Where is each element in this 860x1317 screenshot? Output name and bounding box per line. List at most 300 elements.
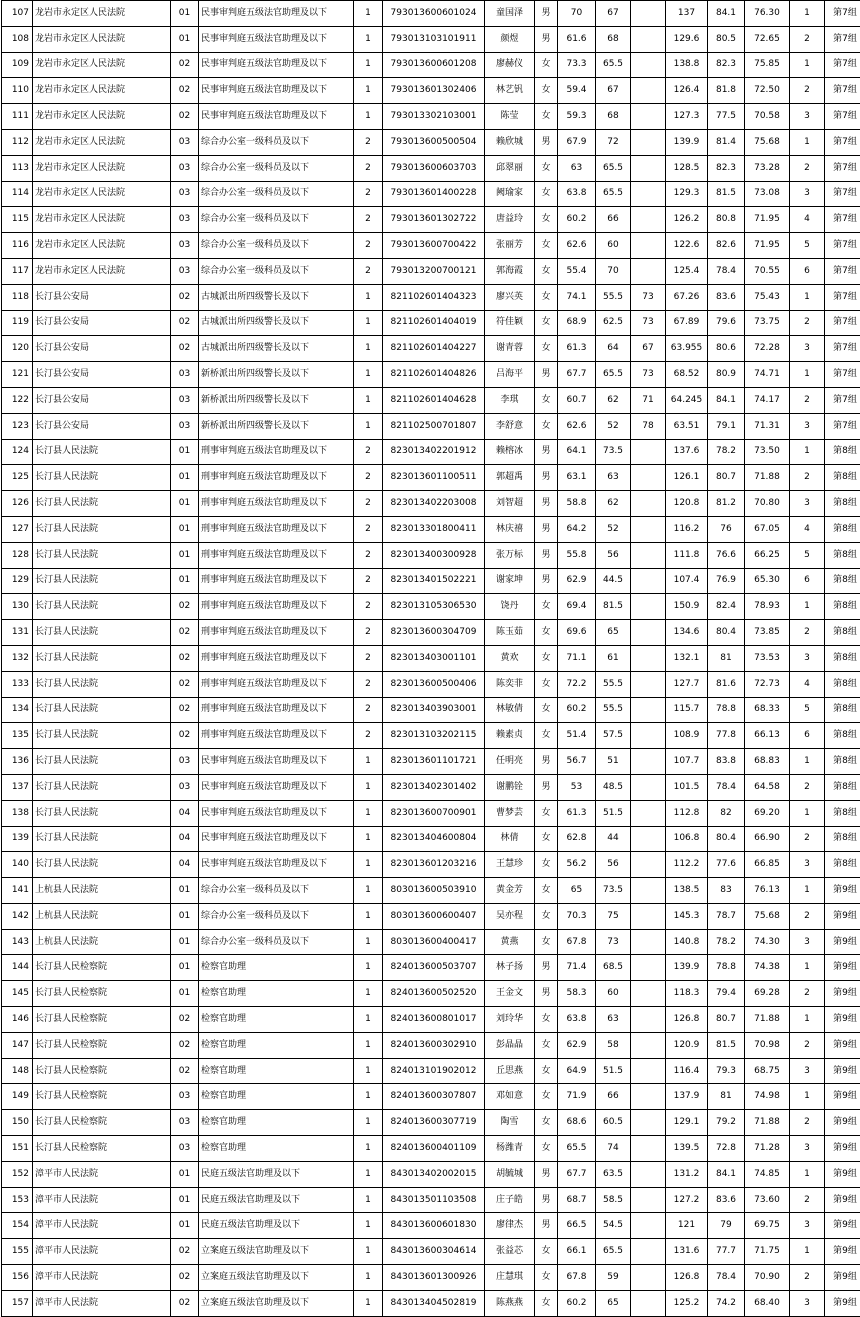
gender-cell: 女 xyxy=(535,104,558,130)
exam-ticket-number-cell: 843013600304614 xyxy=(383,1239,485,1265)
row-number-cell: 138 xyxy=(2,800,33,826)
written-score-a-cell: 67.7 xyxy=(558,362,596,388)
extra-score-cell xyxy=(631,1239,666,1265)
group-cell: 第9组 xyxy=(825,1187,860,1213)
final-score-cell: 70.58 xyxy=(745,104,790,130)
written-score-b-cell: 52 xyxy=(596,516,631,542)
written-total-cell: 67.89 xyxy=(666,310,708,336)
final-score-cell: 66.85 xyxy=(745,852,790,878)
position-name-cell: 刑事审判庭五级法官助理及以下 xyxy=(199,620,354,646)
written-total-cell: 131.2 xyxy=(666,1161,708,1187)
gender-cell: 男 xyxy=(535,26,558,52)
employer-cell: 漳平市人民法院 xyxy=(33,1265,171,1291)
gender-cell: 女 xyxy=(535,387,558,413)
candidate-name-cell: 陈玉茹 xyxy=(485,620,535,646)
gender-cell: 女 xyxy=(535,181,558,207)
hiring-count-cell: 1 xyxy=(354,852,383,878)
written-score-b-cell: 65.5 xyxy=(596,362,631,388)
gender-cell: 女 xyxy=(535,207,558,233)
candidate-name-cell: 赖素贞 xyxy=(485,723,535,749)
position-code-cell: 02 xyxy=(171,594,199,620)
employer-cell: 龙岩市永定区人民法院 xyxy=(33,207,171,233)
written-score-a-cell: 65.5 xyxy=(558,1136,596,1162)
row-number-cell: 143 xyxy=(2,929,33,955)
employer-cell: 龙岩市永定区人民法院 xyxy=(33,104,171,130)
interview-score-cell: 78.4 xyxy=(708,258,745,284)
final-score-cell: 69.75 xyxy=(745,1213,790,1239)
extra-score-cell xyxy=(631,774,666,800)
hiring-count-cell: 1 xyxy=(354,284,383,310)
final-score-cell: 69.28 xyxy=(745,981,790,1007)
candidate-name-cell: 刘智超 xyxy=(485,491,535,517)
written-score-a-cell: 61.6 xyxy=(558,26,596,52)
extra-score-cell xyxy=(631,1161,666,1187)
hiring-count-cell: 1 xyxy=(354,1032,383,1058)
written-total-cell: 137 xyxy=(666,1,708,27)
hiring-count-cell: 2 xyxy=(354,155,383,181)
position-code-cell: 01 xyxy=(171,1161,199,1187)
extra-score-cell xyxy=(631,620,666,646)
gender-cell: 男 xyxy=(535,465,558,491)
position-name-cell: 刑事审判庭五级法官助理及以下 xyxy=(199,671,354,697)
extra-score-cell xyxy=(631,903,666,929)
written-score-a-cell: 62.9 xyxy=(558,1032,596,1058)
position-name-cell: 新桥派出所四级警长及以下 xyxy=(199,362,354,388)
group-cell: 第7组 xyxy=(825,181,860,207)
extra-score-cell xyxy=(631,1110,666,1136)
gender-cell: 女 xyxy=(535,78,558,104)
position-name-cell: 立案庭五级法官助理及以下 xyxy=(199,1239,354,1265)
table-row xyxy=(2,310,860,336)
table-row xyxy=(2,233,860,259)
table-row xyxy=(2,1058,860,1084)
rank-cell: 2 xyxy=(790,826,825,852)
rank-cell: 3 xyxy=(790,413,825,439)
interview-score-cell: 79.1 xyxy=(708,413,745,439)
exam-ticket-number-cell: 793013600700422 xyxy=(383,233,485,259)
written-score-b-cell: 60 xyxy=(596,233,631,259)
group-cell: 第7组 xyxy=(825,336,860,362)
table-row xyxy=(2,413,860,439)
final-score-cell: 71.95 xyxy=(745,207,790,233)
group-cell: 第9组 xyxy=(825,955,860,981)
written-score-b-cell: 60.5 xyxy=(596,1110,631,1136)
employer-cell: 漳平市人民法院 xyxy=(33,1239,171,1265)
interview-score-cell: 79.2 xyxy=(708,1110,745,1136)
extra-score-cell xyxy=(631,439,666,465)
written-total-cell: 127.7 xyxy=(666,671,708,697)
employer-cell: 长汀县人民检察院 xyxy=(33,1007,171,1033)
interview-score-cell: 81 xyxy=(708,645,745,671)
table-row xyxy=(2,104,860,130)
gender-cell: 女 xyxy=(535,1007,558,1033)
candidate-name-cell: 饶丹 xyxy=(485,594,535,620)
extra-score-cell xyxy=(631,1136,666,1162)
written-total-cell: 138.8 xyxy=(666,52,708,78)
rank-cell: 2 xyxy=(790,981,825,1007)
exam-ticket-number-cell: 824013600401109 xyxy=(383,1136,485,1162)
hiring-count-cell: 1 xyxy=(354,1058,383,1084)
written-score-a-cell: 62.6 xyxy=(558,413,596,439)
interview-score-cell: 80.4 xyxy=(708,620,745,646)
extra-score-cell: 73 xyxy=(631,310,666,336)
final-score-cell: 71.88 xyxy=(745,1007,790,1033)
extra-score-cell xyxy=(631,155,666,181)
rank-cell: 4 xyxy=(790,671,825,697)
written-score-b-cell: 75 xyxy=(596,903,631,929)
hiring-count-cell: 2 xyxy=(354,542,383,568)
gender-cell: 女 xyxy=(535,929,558,955)
written-score-b-cell: 73.5 xyxy=(596,439,631,465)
written-total-cell: 118.3 xyxy=(666,981,708,1007)
written-score-b-cell: 56 xyxy=(596,542,631,568)
written-score-a-cell: 70 xyxy=(558,1,596,27)
table-row xyxy=(2,878,860,904)
candidate-name-cell: 张益芯 xyxy=(485,1239,535,1265)
position-name-cell: 立案庭五级法官助理及以下 xyxy=(199,1265,354,1291)
gender-cell: 女 xyxy=(535,413,558,439)
candidate-name-cell: 廖兴英 xyxy=(485,284,535,310)
group-cell: 第9组 xyxy=(825,1084,860,1110)
extra-score-cell xyxy=(631,516,666,542)
rank-cell: 1 xyxy=(790,800,825,826)
interview-score-cell: 78.2 xyxy=(708,439,745,465)
final-score-cell: 64.58 xyxy=(745,774,790,800)
position-name-cell: 综合办公室一级科员及以下 xyxy=(199,929,354,955)
row-number-cell: 127 xyxy=(2,516,33,542)
final-score-cell: 76.30 xyxy=(745,1,790,27)
row-number-cell: 119 xyxy=(2,310,33,336)
table-row xyxy=(2,362,860,388)
candidate-name-cell: 符佳颖 xyxy=(485,310,535,336)
table-row xyxy=(2,78,860,104)
written-score-b-cell: 55.5 xyxy=(596,671,631,697)
candidate-name-cell: 郭超禹 xyxy=(485,465,535,491)
employer-cell: 长汀县人民法院 xyxy=(33,594,171,620)
candidate-name-cell: 郭海霞 xyxy=(485,258,535,284)
hiring-count-cell: 1 xyxy=(354,878,383,904)
row-number-cell: 113 xyxy=(2,155,33,181)
written-total-cell: 108.9 xyxy=(666,723,708,749)
gender-cell: 女 xyxy=(535,233,558,259)
rank-cell: 2 xyxy=(790,310,825,336)
position-name-cell: 检察官助理 xyxy=(199,1007,354,1033)
written-score-b-cell: 61 xyxy=(596,645,631,671)
written-total-cell: 126.8 xyxy=(666,1007,708,1033)
final-score-cell: 70.55 xyxy=(745,258,790,284)
table-row xyxy=(2,1239,860,1265)
written-score-a-cell: 60.2 xyxy=(558,697,596,723)
position-code-cell: 01 xyxy=(171,465,199,491)
extra-score-cell xyxy=(631,1058,666,1084)
rank-cell: 1 xyxy=(790,1,825,27)
position-code-cell: 02 xyxy=(171,336,199,362)
row-number-cell: 115 xyxy=(2,207,33,233)
table-row xyxy=(2,1007,860,1033)
position-name-cell: 刑事审判庭五级法官助理及以下 xyxy=(199,465,354,491)
written-score-a-cell: 60.2 xyxy=(558,207,596,233)
employer-cell: 长汀县人民法院 xyxy=(33,568,171,594)
written-total-cell: 127.2 xyxy=(666,1187,708,1213)
position-code-cell: 02 xyxy=(171,78,199,104)
rank-cell: 1 xyxy=(790,1239,825,1265)
written-score-a-cell: 60.7 xyxy=(558,387,596,413)
extra-score-cell xyxy=(631,749,666,775)
candidate-name-cell: 王慧珍 xyxy=(485,852,535,878)
written-score-b-cell: 63 xyxy=(596,465,631,491)
employer-cell: 长汀县公安局 xyxy=(33,413,171,439)
hiring-count-cell: 1 xyxy=(354,1239,383,1265)
exam-ticket-number-cell: 843013501103508 xyxy=(383,1187,485,1213)
rank-cell: 3 xyxy=(790,491,825,517)
written-score-b-cell: 54.5 xyxy=(596,1213,631,1239)
rank-cell: 6 xyxy=(790,258,825,284)
extra-score-cell xyxy=(631,800,666,826)
position-code-cell: 02 xyxy=(171,310,199,336)
hiring-count-cell: 2 xyxy=(354,568,383,594)
employer-cell: 龙岩市永定区人民法院 xyxy=(33,181,171,207)
interview-score-cell: 84.1 xyxy=(708,1161,745,1187)
employer-cell: 长汀县人民检察院 xyxy=(33,981,171,1007)
position-code-cell: 01 xyxy=(171,439,199,465)
hiring-count-cell: 2 xyxy=(354,594,383,620)
employer-cell: 龙岩市永定区人民法院 xyxy=(33,78,171,104)
group-cell: 第8组 xyxy=(825,542,860,568)
candidate-name-cell: 庄慧琪 xyxy=(485,1265,535,1291)
table-row xyxy=(2,981,860,1007)
extra-score-cell xyxy=(631,594,666,620)
hiring-count-cell: 2 xyxy=(354,233,383,259)
table-row xyxy=(2,594,860,620)
position-code-cell: 03 xyxy=(171,362,199,388)
candidate-score-table xyxy=(1,0,860,1317)
hiring-count-cell: 1 xyxy=(354,387,383,413)
position-name-cell: 综合办公室一级科员及以下 xyxy=(199,258,354,284)
exam-ticket-number-cell: 821102601404826 xyxy=(383,362,485,388)
interview-score-cell: 83.6 xyxy=(708,284,745,310)
gender-cell: 女 xyxy=(535,1290,558,1316)
group-cell: 第7组 xyxy=(825,233,860,259)
group-cell: 第8组 xyxy=(825,491,860,517)
written-score-b-cell: 73.5 xyxy=(596,878,631,904)
candidate-name-cell: 李舒意 xyxy=(485,413,535,439)
candidate-name-cell: 彭晶晶 xyxy=(485,1032,535,1058)
written-score-b-cell: 65 xyxy=(596,1290,631,1316)
exam-ticket-number-cell: 823013601203216 xyxy=(383,852,485,878)
extra-score-cell xyxy=(631,1290,666,1316)
gender-cell: 女 xyxy=(535,1136,558,1162)
gender-cell: 男 xyxy=(535,516,558,542)
written-score-b-cell: 74 xyxy=(596,1136,631,1162)
employer-cell: 龙岩市永定区人民法院 xyxy=(33,155,171,181)
position-name-cell: 民事审判庭五级法官助理及以下 xyxy=(199,52,354,78)
position-code-cell: 01 xyxy=(171,516,199,542)
employer-cell: 长汀县人民检察院 xyxy=(33,1032,171,1058)
candidate-name-cell: 童国泽 xyxy=(485,1,535,27)
interview-score-cell: 78.2 xyxy=(708,929,745,955)
written-score-b-cell: 68 xyxy=(596,104,631,130)
exam-ticket-number-cell: 793013302103001 xyxy=(383,104,485,130)
candidate-name-cell: 邓如意 xyxy=(485,1084,535,1110)
table-row xyxy=(2,671,860,697)
employer-cell: 长汀县人民检察院 xyxy=(33,1136,171,1162)
table-row xyxy=(2,1265,860,1291)
employer-cell: 上杭县人民法院 xyxy=(33,878,171,904)
position-code-cell: 01 xyxy=(171,568,199,594)
extra-score-cell xyxy=(631,233,666,259)
final-score-cell: 66.90 xyxy=(745,826,790,852)
exam-ticket-number-cell: 824013101902012 xyxy=(383,1058,485,1084)
candidate-name-cell: 赖欣城 xyxy=(485,129,535,155)
interview-score-cell: 83 xyxy=(708,878,745,904)
interview-score-cell: 81.5 xyxy=(708,1032,745,1058)
hiring-count-cell: 1 xyxy=(354,78,383,104)
candidate-name-cell: 张万标 xyxy=(485,542,535,568)
table-row xyxy=(2,826,860,852)
position-name-cell: 刑事审判庭五级法官助理及以下 xyxy=(199,645,354,671)
interview-score-cell: 83.8 xyxy=(708,749,745,775)
gender-cell: 女 xyxy=(535,723,558,749)
extra-score-cell xyxy=(631,258,666,284)
exam-ticket-number-cell: 793013600601208 xyxy=(383,52,485,78)
candidate-name-cell: 邱翠丽 xyxy=(485,155,535,181)
row-number-cell: 120 xyxy=(2,336,33,362)
group-cell: 第7组 xyxy=(825,78,860,104)
group-cell: 第9组 xyxy=(825,1213,860,1239)
written-score-b-cell: 57.5 xyxy=(596,723,631,749)
group-cell: 第8组 xyxy=(825,645,860,671)
rank-cell: 5 xyxy=(790,697,825,723)
group-cell: 第9组 xyxy=(825,981,860,1007)
row-number-cell: 109 xyxy=(2,52,33,78)
written-total-cell: 126.8 xyxy=(666,1265,708,1291)
gender-cell: 女 xyxy=(535,1265,558,1291)
position-name-cell: 民事审判庭五级法官助理及以下 xyxy=(199,104,354,130)
gender-cell: 女 xyxy=(535,903,558,929)
employer-cell: 长汀县公安局 xyxy=(33,362,171,388)
written-score-a-cell: 66.1 xyxy=(558,1239,596,1265)
written-total-cell: 126.2 xyxy=(666,207,708,233)
interview-score-cell: 80.7 xyxy=(708,1007,745,1033)
interview-score-cell: 83.6 xyxy=(708,1187,745,1213)
rank-cell: 1 xyxy=(790,878,825,904)
group-cell: 第7组 xyxy=(825,413,860,439)
row-number-cell: 137 xyxy=(2,774,33,800)
gender-cell: 女 xyxy=(535,697,558,723)
candidate-name-cell: 任明亮 xyxy=(485,749,535,775)
group-cell: 第8组 xyxy=(825,774,860,800)
position-name-cell: 古城派出所四级警长及以下 xyxy=(199,336,354,362)
rank-cell: 1 xyxy=(790,1084,825,1110)
gender-cell: 女 xyxy=(535,1110,558,1136)
candidate-name-cell: 黄燕 xyxy=(485,929,535,955)
hiring-count-cell: 1 xyxy=(354,1290,383,1316)
candidate-name-cell: 黄金芳 xyxy=(485,878,535,904)
table-row xyxy=(2,929,860,955)
hiring-count-cell: 1 xyxy=(354,52,383,78)
position-code-cell: 01 xyxy=(171,981,199,1007)
candidate-name-cell: 颜煜 xyxy=(485,26,535,52)
rank-cell: 2 xyxy=(790,78,825,104)
written-score-a-cell: 71.1 xyxy=(558,645,596,671)
written-total-cell: 121 xyxy=(666,1213,708,1239)
position-code-cell: 02 xyxy=(171,645,199,671)
position-name-cell: 综合办公室一级科员及以下 xyxy=(199,903,354,929)
candidate-name-cell: 林庆禧 xyxy=(485,516,535,542)
table-row xyxy=(2,1110,860,1136)
final-score-cell: 70.90 xyxy=(745,1265,790,1291)
extra-score-cell xyxy=(631,697,666,723)
rank-cell: 1 xyxy=(790,749,825,775)
row-number-cell: 126 xyxy=(2,491,33,517)
position-code-cell: 03 xyxy=(171,258,199,284)
written-score-a-cell: 69.4 xyxy=(558,594,596,620)
table-row xyxy=(2,1213,860,1239)
gender-cell: 男 xyxy=(535,568,558,594)
hiring-count-cell: 1 xyxy=(354,1084,383,1110)
written-total-cell: 111.8 xyxy=(666,542,708,568)
written-score-a-cell: 61.3 xyxy=(558,800,596,826)
written-score-a-cell: 66.5 xyxy=(558,1213,596,1239)
interview-score-cell: 84.1 xyxy=(708,387,745,413)
final-score-cell: 74.38 xyxy=(745,955,790,981)
written-score-b-cell: 66 xyxy=(596,1084,631,1110)
row-number-cell: 154 xyxy=(2,1213,33,1239)
position-name-cell: 刑事审判庭五级法官助理及以下 xyxy=(199,697,354,723)
exam-ticket-number-cell: 823013600700901 xyxy=(383,800,485,826)
group-cell: 第9组 xyxy=(825,1136,860,1162)
hiring-count-cell: 1 xyxy=(354,826,383,852)
position-code-cell: 03 xyxy=(171,129,199,155)
position-code-cell: 03 xyxy=(171,413,199,439)
interview-score-cell: 81.6 xyxy=(708,671,745,697)
interview-score-cell: 78.4 xyxy=(708,1265,745,1291)
group-cell: 第7组 xyxy=(825,207,860,233)
candidate-name-cell: 吕海平 xyxy=(485,362,535,388)
hiring-count-cell: 2 xyxy=(354,129,383,155)
employer-cell: 长汀县人民法院 xyxy=(33,491,171,517)
extra-score-cell xyxy=(631,129,666,155)
rank-cell: 1 xyxy=(790,52,825,78)
written-total-cell: 125.2 xyxy=(666,1290,708,1316)
written-score-a-cell: 53 xyxy=(558,774,596,800)
gender-cell: 女 xyxy=(535,826,558,852)
written-total-cell: 128.5 xyxy=(666,155,708,181)
gender-cell: 男 xyxy=(535,749,558,775)
position-code-cell: 03 xyxy=(171,387,199,413)
extra-score-cell xyxy=(631,645,666,671)
table-row xyxy=(2,1084,860,1110)
interview-score-cell: 77.5 xyxy=(708,104,745,130)
written-total-cell: 126.1 xyxy=(666,465,708,491)
position-name-cell: 刑事审判庭五级法官助理及以下 xyxy=(199,568,354,594)
extra-score-cell xyxy=(631,929,666,955)
gender-cell: 男 xyxy=(535,362,558,388)
hiring-count-cell: 1 xyxy=(354,1213,383,1239)
employer-cell: 上杭县人民法院 xyxy=(33,903,171,929)
written-total-cell: 129.1 xyxy=(666,1110,708,1136)
interview-score-cell: 78.7 xyxy=(708,903,745,929)
written-score-b-cell: 52 xyxy=(596,413,631,439)
position-name-cell: 民事审判庭五级法官助理及以下 xyxy=(199,826,354,852)
candidate-name-cell: 庄子皓 xyxy=(485,1187,535,1213)
employer-cell: 长汀县公安局 xyxy=(33,387,171,413)
extra-score-cell xyxy=(631,826,666,852)
interview-score-cell: 79.6 xyxy=(708,310,745,336)
rank-cell: 2 xyxy=(790,465,825,491)
employer-cell: 漳平市人民法院 xyxy=(33,1161,171,1187)
rank-cell: 5 xyxy=(790,542,825,568)
